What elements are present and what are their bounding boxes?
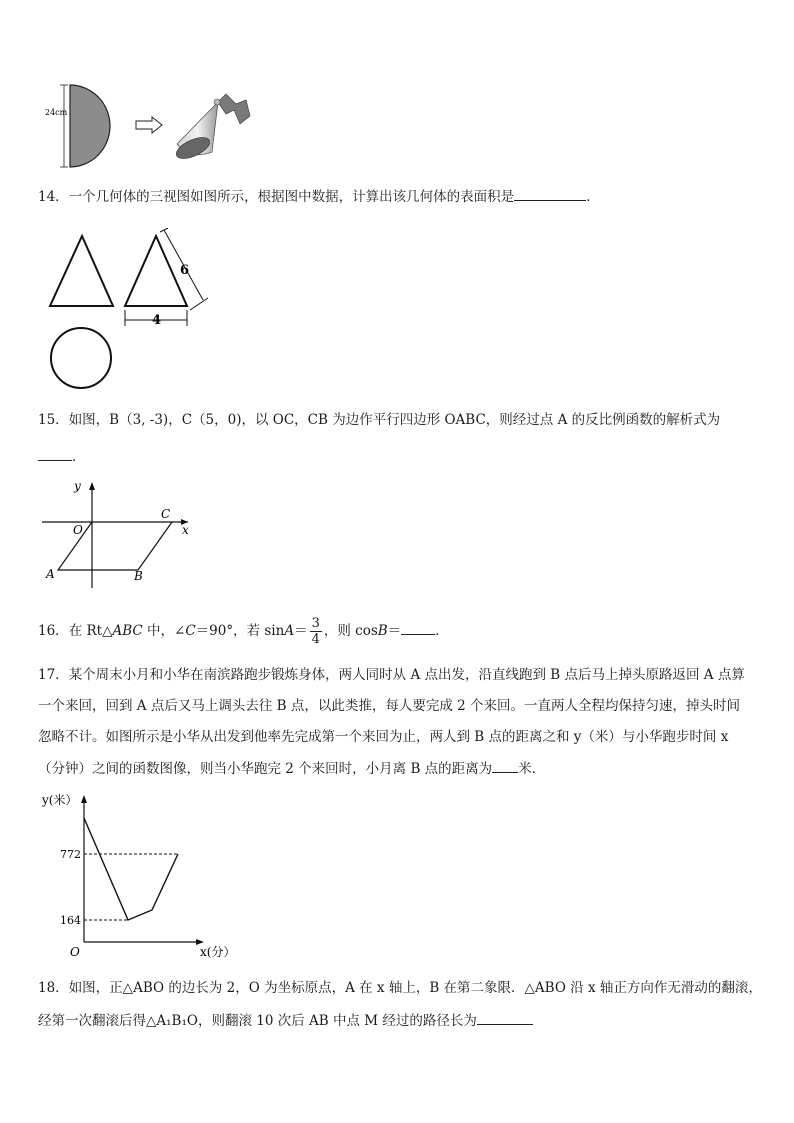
question-14: 14．一个几何体的三视图如图所示，根据图中数据，计算出该几何体的表面积是 ．	[38, 186, 600, 207]
flag-shape	[218, 94, 250, 124]
q14-text: 一个几何体的三视图如图所示，根据图中数据，计算出该几何体的表面积是	[68, 189, 515, 205]
q14-answer-blank[interactable]	[514, 186, 586, 201]
svg-text:y(米）: y(米）	[42, 793, 78, 807]
question-16: 16．在 Rt△ABC 中，∠C＝90°，若 sinA＝ $\frac{3}{4}$ ，则 cosB＝ ．	[38, 616, 449, 647]
q16-fraction: $\frac{3}{4}$	[311, 616, 320, 647]
svg-text:x(分）: x(分）	[200, 945, 236, 959]
sector-shape	[70, 85, 110, 167]
q14-number: 14．	[38, 189, 69, 205]
q17-graph-figure	[38, 790, 238, 960]
top-view-circle	[51, 328, 111, 388]
q18-answer-blank[interactable]	[477, 1010, 533, 1025]
question-17-line-3: 忽略不计。如图所示是小华从出发到他率先完成第一个来回为止，两人到 B 点的距离之和 y（米）与小华跑步时间 x	[38, 729, 729, 745]
question-15	[38, 410, 720, 430]
q14-side-label: 6	[180, 263, 190, 278]
question-17-line-4: （分钟）之间的函数图像，则当小华跑完 2 个来回时，小月离 B 点的距离为 米．	[38, 758, 545, 779]
arrow-right-icon	[136, 117, 162, 133]
question-18-line-2: 经第一次翻滚后得△A₁B₁O，则翻滚 10 次后 AB 中点 M 经过的路径长为	[38, 1010, 533, 1031]
q15-parallelogram-figure	[40, 476, 200, 592]
q15-text: 如图，B（3, -3)，C（5，0)，以 OC，CB 为边作平行四边形 OABC，则经过点 A 的反比例函数的解析式为	[68, 412, 721, 428]
question-17-line-2: 一个来回，回到 A 点后又马上调头去往 B 点，以此类推，每人要完成 2 个来回。一直两人全程均保持匀速，掉头时间	[38, 698, 741, 714]
svg-text:772: 772	[60, 848, 81, 861]
question-18-line-1: 18．如图，正△ABO 的边长为 2，O 为坐标原点，A 在 x 轴上，B 在第二象限．△ABO 沿 x 轴正方向作无滑动的翻滚，	[38, 980, 762, 996]
svg-text:O: O	[70, 945, 80, 959]
svg-text:164: 164	[60, 914, 81, 927]
svg-text:B: B	[134, 569, 143, 583]
question-17-line-1: 17．某个周末小月和小华在南滨路跑步锻炼身体，两人同时从 A 点出发，沿直线跑到 B 点后马上掉头原路返回 A 点算	[38, 667, 745, 683]
front-view-triangle	[50, 236, 113, 306]
svg-text:y: y	[74, 479, 81, 493]
function-graph-line	[84, 818, 178, 920]
q15-answer-blank[interactable]	[38, 446, 72, 461]
q13-figure	[40, 80, 270, 170]
svg-text:A: A	[46, 567, 55, 581]
side-view-triangle	[125, 236, 190, 306]
q14-three-view-figure	[40, 228, 220, 398]
q15-number: 15．	[38, 412, 69, 428]
q14-base-label: 4	[152, 313, 162, 328]
svg-text:x: x	[182, 523, 189, 537]
svg-text:C: C	[161, 507, 171, 521]
q13-dim-label: 24cm	[45, 108, 68, 117]
q16-answer-blank[interactable]	[401, 620, 435, 635]
q17-answer-blank[interactable]	[492, 758, 518, 773]
svg-text:O: O	[73, 523, 83, 537]
question-15-answer-line: ．	[38, 446, 86, 467]
